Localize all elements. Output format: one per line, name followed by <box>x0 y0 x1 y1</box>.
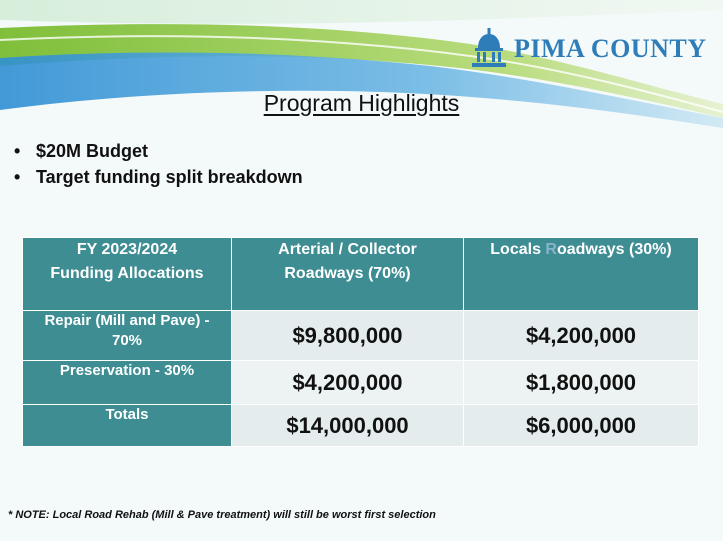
funding-allocation-table <box>22 237 699 447</box>
bullet-item <box>14 138 303 164</box>
pima-county-logo <box>470 28 715 72</box>
highlights-list <box>14 138 303 190</box>
locals-value: $4,200,000 <box>464 311 699 361</box>
page-title: Program Highlights <box>263 90 460 116</box>
table-header-row <box>23 238 699 311</box>
arterial-value: $4,200,000 <box>232 361 464 405</box>
locals-value: $1,800,000 <box>464 361 699 405</box>
header-fy <box>23 238 232 311</box>
locals-total: $6,000,000 <box>464 405 699 447</box>
table-row <box>23 311 699 361</box>
header-text: Locals <box>490 241 546 258</box>
header-line: FY 2023/2024 <box>76 241 178 258</box>
arterial-value: $9,800,000 <box>232 311 464 361</box>
footnote: * NOTE: Local Road Rehab (Mill & Pave treatment) will still be worst first selection <box>8 509 436 521</box>
bullet-dot: • <box>14 167 21 187</box>
header-line: Arterial / Collector <box>278 241 417 258</box>
header-highlight: R <box>545 241 557 258</box>
row-label <box>23 311 232 361</box>
arterial-total: $14,000,000 <box>232 405 464 447</box>
header-line: Roadways (70%) <box>284 265 411 282</box>
bullet-text: Target funding split breakdown <box>36 167 303 187</box>
row-label-line: Repair (Mill and Pave) - <box>44 312 210 329</box>
header-arterial <box>232 238 464 311</box>
row-label: Preservation - 30% <box>23 361 232 405</box>
header-text: oadways (30%) <box>556 241 672 258</box>
bullet-dot: • <box>14 141 21 161</box>
header-locals <box>464 238 699 311</box>
bullet-text: $20M Budget <box>36 141 149 161</box>
brand-name: PIMA COUNTY <box>514 34 707 63</box>
header-line: Funding Allocations <box>50 265 204 282</box>
capitol-dome-icon <box>470 28 508 68</box>
table-row <box>23 361 699 405</box>
table-row-totals <box>23 405 699 447</box>
row-label: Totals <box>23 405 232 447</box>
row-label-line: 70% <box>111 332 143 349</box>
bullet-item <box>14 164 303 190</box>
